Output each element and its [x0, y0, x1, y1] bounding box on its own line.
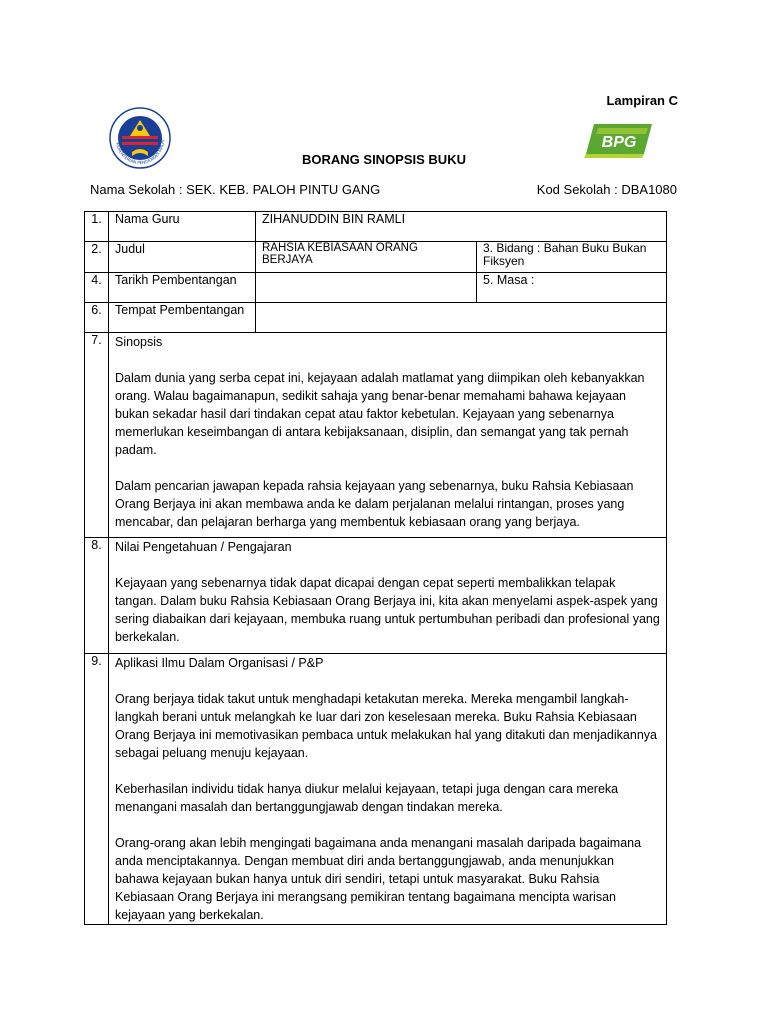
bpg-logo-text: BPG: [601, 134, 637, 151]
row-number: 1.: [85, 212, 109, 242]
table-row-tarikh: [85, 273, 667, 303]
row-number: 8.: [85, 538, 109, 654]
aplikasi-cell: [109, 654, 667, 925]
label-tempat: Tempat Pembentangan: [109, 303, 256, 333]
table-row-nama-guru: [85, 212, 667, 242]
kpm-ring-text: KEMENTERIAN PENDIDIKAN MALAY: [115, 138, 166, 166]
value-bidang: 3. Bidang : Bahan Buku Bukan Fiksyen: [477, 242, 667, 273]
paragraph: Dalam dunia yang serba cepat ini, kejayaan adalah matlamat yang diimpikan oleh kebanyakkan orang. Walau bagaimanapun, sedikit sahaja yang benar-benar memahami bahawa kejayaan bukan sekadar hasil dari tindakan cepat atau faktor kebetulan. Kejayaan yang sebenarnya memerlukan keseimbangan di antara kebijaksanaan, disiplin, dan semangat yang tak pernah padam.: [115, 371, 645, 457]
synopsis-form-table: [84, 211, 667, 925]
section-title: Nilai Pengetahuan / Pengajaran: [115, 540, 292, 554]
value-tempat: [256, 303, 667, 333]
label-tarikh: Tarikh Pembentangan: [109, 273, 256, 303]
value-tarikh: [256, 273, 477, 303]
table-row-judul: [85, 242, 667, 273]
school-name: Nama Sekolah : SEK. KEB. PALOH PINTU GANG: [90, 182, 381, 197]
section-title: Sinopsis: [115, 335, 163, 349]
paragraph: Kejayaan yang sebenarnya tidak dapat dicapai dengan cepat seperti membalikkan telapak tangan. Dalam buku Rahsia Kebiasaan Orang Berjaya ini, kita akan menyelami aspek-aspek yang sering diabaikan dari kejayaan, membuka ruang untuk pertumbuhan peribadi dan profesional yang berkekalan.: [115, 576, 660, 644]
row-number: 9.: [85, 654, 109, 925]
row-number: 2.: [85, 242, 109, 273]
label-nama-guru: Nama Guru: [109, 212, 256, 242]
paragraph: Orang-orang akan lebih mengingati bagaimana anda menangani masalah daripada bagaimana anda menciptakannya. Dengan membuat diri anda bertanggungjawab, anda menunjukkan bahawa kejayaan bukan hanya untuk diri sendiri, tetapi untuk masyarakat. Buku Rahsia Kebiasaan Orang Berjaya ini merangsang pemikiran tentang bagaimana mencipta warisan kejayaan yang berkekalan.: [115, 836, 642, 922]
value-nama-guru: ZIHANUDDIN BIN RAMLI: [256, 212, 667, 242]
lampiran-label: Lampiran C: [606, 93, 678, 108]
paragraph: Dalam pencarian jawapan kepada rahsia kejayaan yang sebenarnya, buku Rahsia Kebiasaan Orang Berjaya ini akan membawa anda ke dalam perjalanan melalui rintangan, proses yang mencabar, dan pelajaran berharga yang membentuk kebiasaan orang yang berjaya.: [115, 479, 634, 529]
nilai-cell: [109, 538, 667, 654]
label-judul: Judul: [109, 242, 256, 273]
paragraph: Keberhasilan individu tidak hanya diukur melalui kejayaan, tetapi juga dengan cara mereka menangani masalah dan bertanggungjawab dengan tindakan mereka.: [115, 782, 619, 814]
table-row-tempat: [85, 303, 667, 333]
table-row-aplikasi: [85, 654, 667, 925]
school-code: Kod Sekolah : DBA1080: [536, 182, 677, 197]
sinopsis-cell: [109, 333, 667, 538]
paragraph: Orang berjaya tidak takut untuk menghadapi ketakutan mereka. Mereka mengambil langkah-langkah berani untuk melangkah ke luar dari zon keselesaan mereka. Buku Rahsia Kebiasaan Orang Berjaya ini memotivasikan pembaca untuk melakukan hal yang ditakuti dan menjadikannya sebagai peluang menuju kejayaan.: [115, 692, 657, 760]
row-number: 6.: [85, 303, 109, 333]
form-title: BORANG SINOPSIS BUKU: [302, 152, 466, 167]
value-judul: RAHSIA KEBIASAAN ORANG BERJAYA: [256, 242, 477, 273]
label-masa: 5. Masa :: [477, 273, 667, 303]
table-row-nilai: [85, 538, 667, 654]
table-row-sinopsis: [85, 333, 667, 538]
row-number: 7.: [85, 333, 109, 538]
row-number: 4.: [85, 273, 109, 303]
section-title: Aplikasi Ilmu Dalam Organisasi / P&P: [115, 656, 324, 670]
